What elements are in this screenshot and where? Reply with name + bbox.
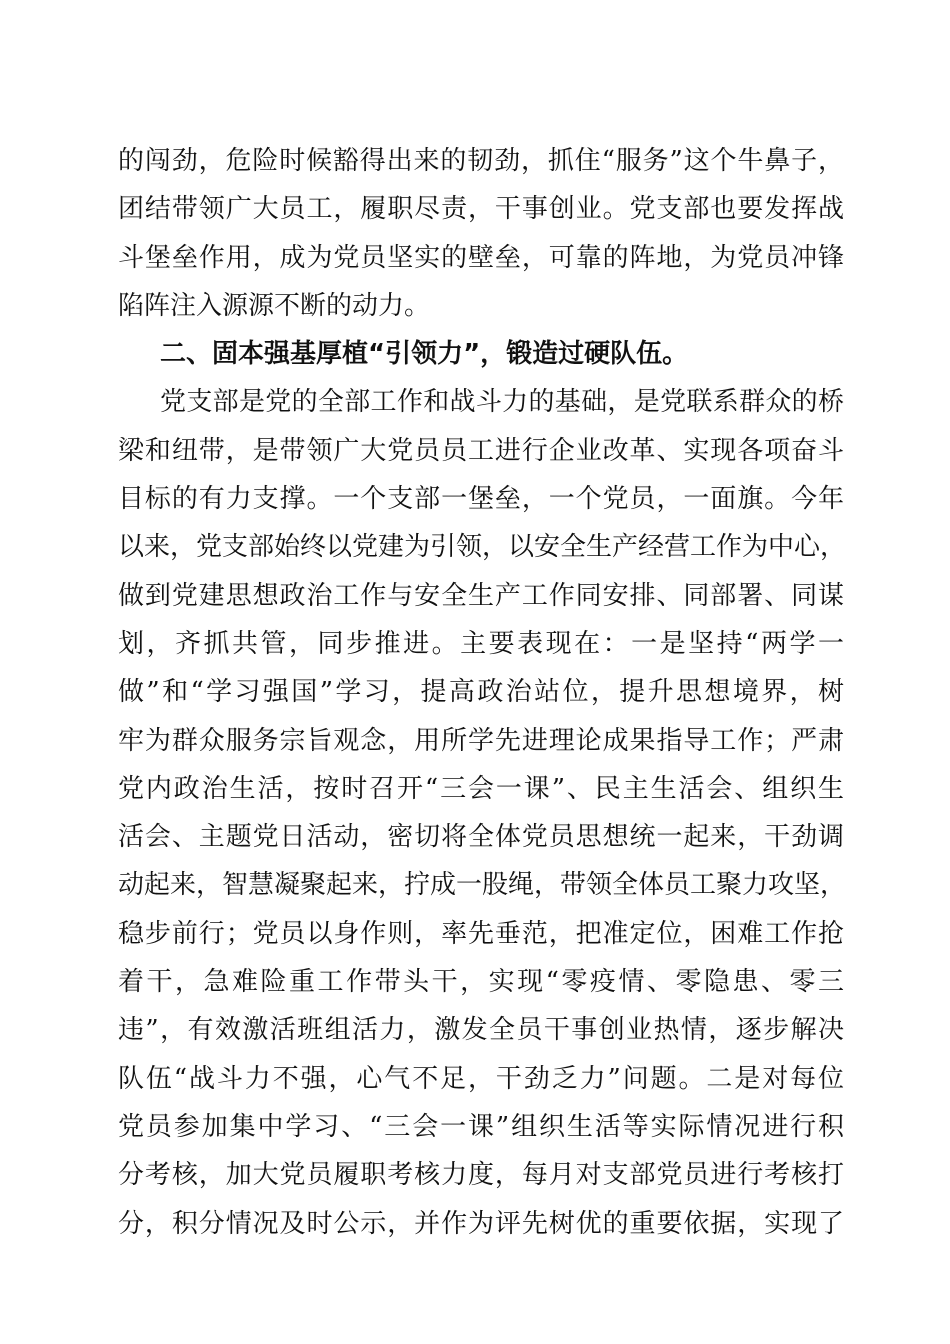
text-line: 以来，党支部始终以党建为引领，以安全生产经营工作为中心，: [118, 532, 847, 563]
text-line: 党内政治生活，按时召开“三会一课”、民主生活会、组织生: [118, 773, 844, 804]
text-line: 做到党建思想政治工作与安全生产工作同安排、同部署、同谋: [118, 580, 844, 611]
text-line: 团结带领广大员工，履职尽责，干事创业。党支部也要发挥战: [118, 194, 844, 225]
text-line: 违”，有效激活班组活力，激发全员干事创业热情，逐步解决: [118, 1015, 844, 1046]
text-line: 做”和“学习强国”学习，提高政治站位，提升思想境界，树: [118, 677, 844, 708]
text-line: 划，齐抓共管，同步推进。主要表现在：一是坚持“两学一: [118, 628, 844, 659]
text-line: 斗堡垒作用，成为党员坚实的壁垒，可靠的阵地，为党员冲锋: [118, 242, 844, 273]
text-line: 党员参加集中学习、“三会一课”组织生活等实际情况进行积: [118, 1111, 844, 1142]
text-line: 的闯劲，危险时候豁得出来的韧劲，抓住“服务”这个牛鼻子，: [118, 146, 844, 176]
text-line: 梁和纽带，是带领广大党员员工进行企业改革、实现各项奋斗: [118, 435, 844, 466]
text-line: 稳步前行；党员以身作则，率先垂范，把准定位，困难工作抢: [118, 918, 844, 949]
document-page: [118, 137, 847, 1248]
text-line: 活会、主题党日活动，密切将全体党员思想统一起来，干劲调: [118, 822, 844, 853]
text-line: 分，积分情况及时公示，并作为评先树优的重要依据，实现了: [118, 1208, 844, 1239]
section-heading: 二、固本强基厚植“引领力”，锻造过硬队伍。: [160, 339, 689, 370]
text-line: 队伍“战斗力不强，心气不足，干劲乏力”问题。二是对每位: [118, 1063, 844, 1094]
text-line: 目标的有力支撑。一个支部一堡垒，一个党员，一面旗。今年: [118, 484, 844, 515]
text-line: 动起来，智慧凝聚起来，拧成一股绳，带领全体员工聚力攻坚，: [118, 870, 847, 901]
text-line: 牢为群众服务宗旨观念，用所学先进理论成果指导工作；严肃: [118, 725, 844, 756]
text-line: 陷阵注入源源不断的动力。: [118, 290, 431, 321]
paragraph-continuation: [118, 137, 844, 330]
text-line: 党支部是党的全部工作和战斗力的基础，是党联系群众的桥: [160, 387, 844, 418]
paragraph-body: [118, 378, 847, 1247]
text-line: 分考核，加大党员履职考核力度，每月对支部党员进行考核打: [118, 1160, 844, 1191]
text-line: 着干，急难险重工作带头干，实现“零疫情、零隐患、零三: [118, 967, 844, 998]
